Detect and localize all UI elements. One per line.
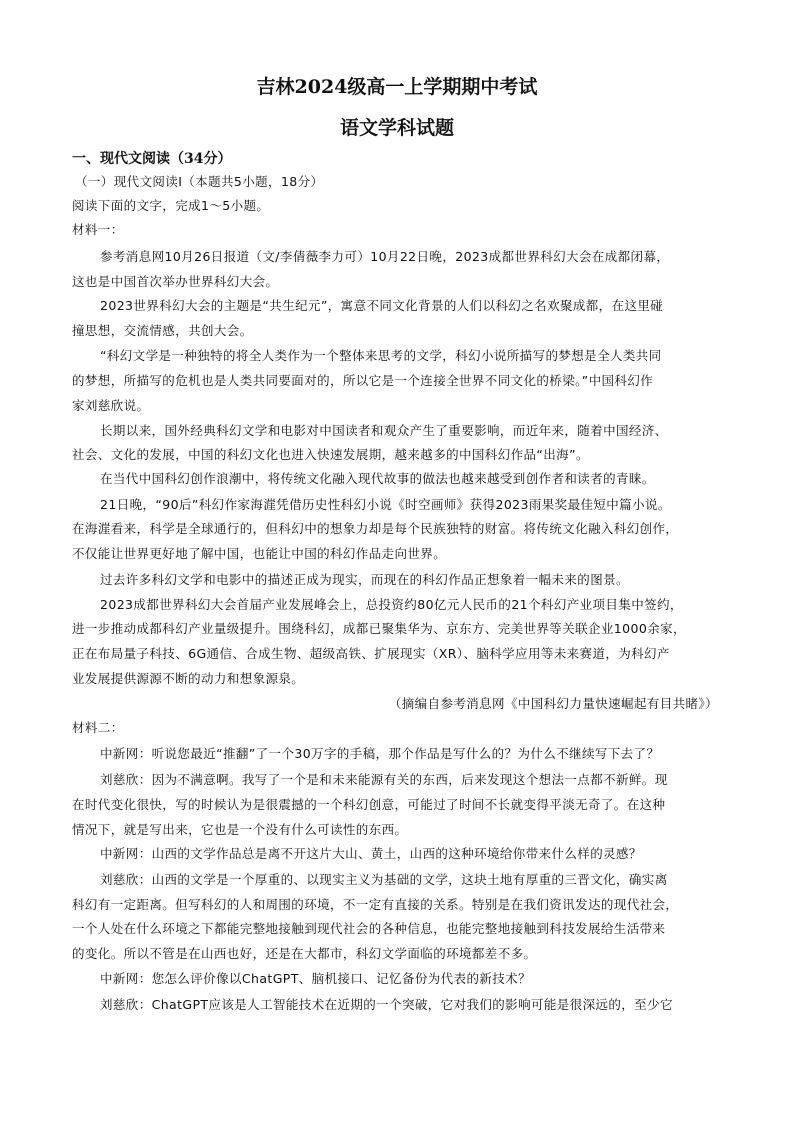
material1-line: 社会、文化的发展，中国的科幻文化也进入快速发展期，越来越多的中国科幻作品“出海”。 (72, 447, 589, 462)
material2-line: 中新网：您怎么评价像以ChatGPT、脑机接口、记忆备份为代表的新技术？ (100, 971, 531, 986)
material2-line: 在时代变化很快，写的时候认为是很震撼的一个科幻创意，可能过了时间不长就变得平淡无奇了。在这种 (72, 797, 666, 812)
exam-subject-title: 语文学科试题 (339, 117, 454, 139)
section-heading: 一、现代文阅读（34分） (72, 151, 232, 167)
material2-line: 科幻有一定距离。但写科幻的人和周围的环境，不一定有直接的关系。特别是在我们资讯发达的现代社会， (72, 897, 679, 912)
material1-line: 2023世界科幻大会的主题是“共生纪元”，寓意不同文化背景的人们以科幻之名欢聚成都，在这里碰 (100, 298, 664, 313)
material1-line: 在海漄看来，科学是全球通行的，但科幻中的想象力却是每个民族独特的财富。将传统文化融入科幻创作， (72, 521, 679, 536)
material2-line: 刘慈欣：山西的文学是一个厚重的、以现实主义为基础的文学，这块土地有厚重的三晋文化，确实离 (100, 872, 668, 887)
material1-line: 这也是中国首次举办世界科幻大会。 (72, 274, 279, 289)
material2-line: 刘慈欣：ChatGPT应该是人工智能技术在近期的一个突破，它对我们的影响可能是很深远的，至少它 (100, 997, 673, 1012)
material1-line: 2023成都世界科幻大会首届产业发展峰会上，总投资约80亿元人民币的21个科幻产业项目集中签约， (100, 597, 683, 612)
material1-line: 进一步推动成都科幻产业量级提升。围绕科幻，成都已聚集华为、京东方、完美世界等关联企业1000余家， (72, 621, 686, 636)
material1-source: （摘编自参考消息网《中国科幻力量快速崛起有目共睹》） (388, 696, 718, 711)
material1-line: 在当代中国科幻创作浪潮中，将传统文化融入现代故事的做法也越来越受到创作者和读者的青睐。 (100, 471, 655, 486)
material2-line: 刘慈欣：因为不满意啊。我写了一个是和未来能源有关的东西，后来发现这个想法一点都不新鲜。现 (100, 772, 668, 787)
material2-line: 中新网：山西的文学作品总是离不开这片大山、黄土，山西的这种环境给你带来什么样的灵感？ (100, 846, 642, 861)
material1-line: “科幻文学是一种独特的将全人类作为一个整体来思考的文学，科幻小说所描写的梦想是全人类共同 (100, 348, 662, 363)
instruction-text: 阅读下面的文字，完成1～5小题。 (72, 198, 270, 213)
material1-line: 撞思想，交流情感，共创大会。 (72, 323, 253, 338)
material1-line: 长期以来，国外经典科幻文学和电影对中国读者和观众产生了重要影响，而近年来，随着中国经济、 (100, 423, 668, 438)
material1-line: 正在布局量子科技、6G通信、合成生物、超级高铁、扩展现实（XR）、脑科学应用等未来赛道，为科幻产 (72, 646, 670, 661)
material2-line: 情况下，就是写出来，它也是一个没有什么可读性的东西。 (72, 822, 408, 837)
subsection-heading: （一）现代文阅读Ⅰ（本题共5小题，18分） (75, 174, 324, 189)
material1-line: 不仅能让世界更好地了解中国，也能让中国的科幻作品走向世界。 (72, 546, 447, 561)
material2-line: 的变化。所以不管是在山西也好，还是在大都市，科幻文学面临的环境都差不多。 (72, 946, 537, 961)
material1-line: 过去许多科幻文学和电影中的描述正成为现实，而现在的科幻作品正想象着一幅未来的图景。 (100, 572, 629, 587)
exam-title: 吉林2024级高一上学期期中考试 (256, 76, 538, 98)
material1-label: 材料一： (72, 222, 124, 237)
material1-line: 的梦想，所描写的危机也是人类共同要面对的，所以它是一个连接全世界不同文化的桥梁。”中国科幻作 (72, 373, 654, 388)
material1-line: 业发展提供源源不断的动力和想象源泉。 (72, 671, 305, 686)
material1-line: 参考消息网10月26日报道（文/李倩薇李力可）10月22日晚，2023成都世界科幻大会在成都闭幕， (100, 249, 670, 264)
material1-line: 21日晚，“90后”科幻作家海漄凭借历史性科幻小说《时空画师》获得2023雨果奖最佳短中篇小说。 (100, 497, 671, 512)
material1-line: 家刘慈欣说。 (72, 398, 150, 413)
material2-line: 一个人处在什么环境之下都能完整地接触到现代社会的各种信息，也能完整地接触到科技发展给生活带来 (72, 921, 666, 936)
material2-line: 中新网：听说您最近“推翻”了一个30万字的手稿，那个作品是写什么的？为什么不继续写下去了？ (100, 746, 660, 761)
material2-label: 材料二： (72, 720, 124, 735)
